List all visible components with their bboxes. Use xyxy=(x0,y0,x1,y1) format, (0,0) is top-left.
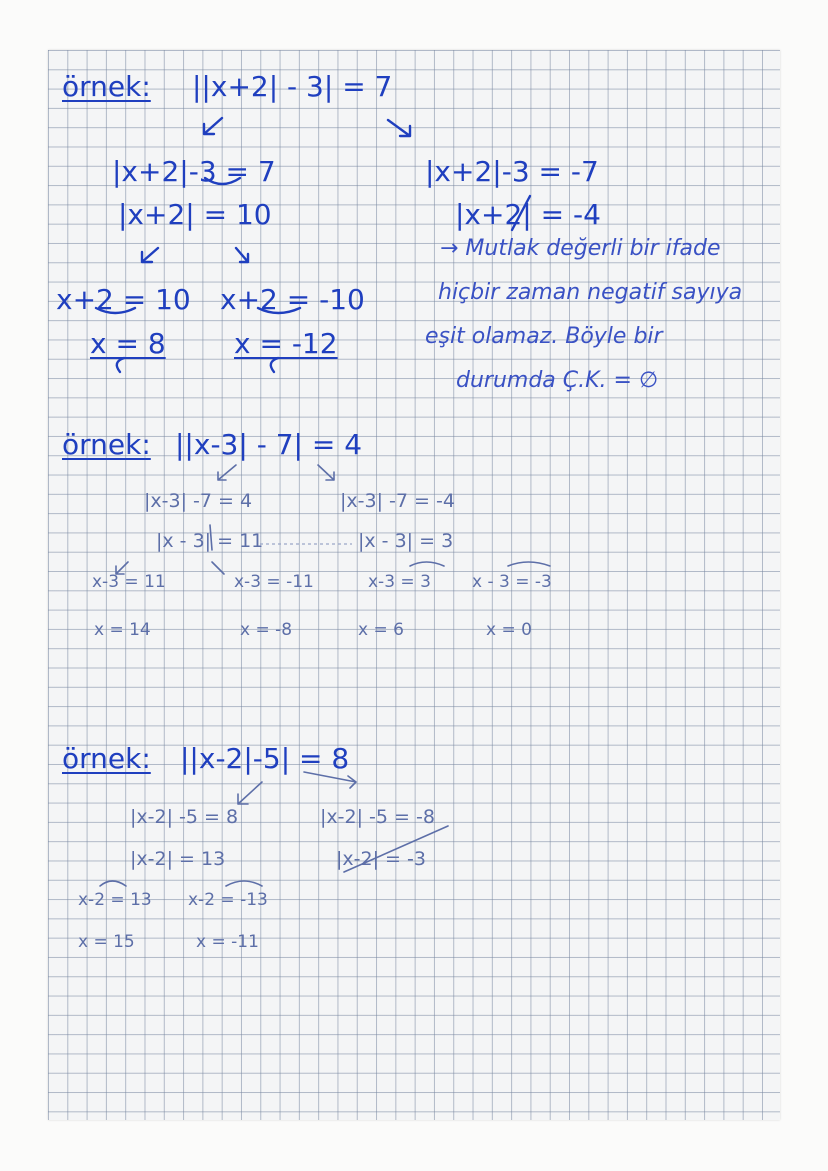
ex3-right-step1: |x-2| -5 = -8 xyxy=(320,806,435,828)
ex2-right-step1: |x-3| -7 = -4 xyxy=(340,490,455,512)
ex2-sol-a: x = 14 xyxy=(94,620,151,640)
ex1-note-line3: eşit olamaz. Böyle bir xyxy=(425,324,663,349)
ex2-sol-d: x = 0 xyxy=(486,620,532,640)
ex1-left-sol-b: x = -12 xyxy=(234,327,338,360)
ex3-right-step2: |x-2| = -3 xyxy=(336,848,426,870)
ex2-left-step2: |x - 3| = 11 xyxy=(156,530,264,552)
ex1-note-line1: → Mutlak değerli bir ifade xyxy=(440,236,721,261)
ex2-right-step2: |x - 3| = 3 xyxy=(358,530,454,552)
ex1-label: örnek: xyxy=(62,70,151,103)
ex1-equation: ||x+2| - 3| = 7 xyxy=(192,70,393,103)
ex3-equation: ||x-2|-5| = 8 xyxy=(180,742,350,775)
ex2-case-a: x-3 = 11 xyxy=(92,572,166,592)
ex2-case-d: x - 3 = -3 xyxy=(472,572,552,592)
ex3-case-b: x-2 = -13 xyxy=(188,890,268,910)
ex1-right-step2: |x+2| = -4 xyxy=(455,198,601,231)
ex3-case-a: x-2 = 13 xyxy=(78,890,152,910)
ex1-left-step1: |x+2|-3 = 7 xyxy=(112,155,276,188)
ex2-left-step1: |x-3| -7 = 4 xyxy=(144,490,253,512)
ex1-note-line2: hiçbir zaman negatif sayıya xyxy=(438,280,743,305)
ex1-left-sol-a: x = 8 xyxy=(90,327,166,360)
ex3-sol-b: x = -11 xyxy=(196,932,259,952)
ex3-label: örnek: xyxy=(62,742,151,775)
ex3-left-step2: |x-2| = 13 xyxy=(130,848,226,870)
ex3-sol-a: x = 15 xyxy=(78,932,135,952)
ex1-note-line4: durumda Ç.K. = ∅ xyxy=(456,368,659,393)
ex1-left-case-b: x+2 = -10 xyxy=(220,283,365,316)
ex2-case-c: x-3 = 3 xyxy=(368,572,431,592)
ex2-label: örnek: xyxy=(62,428,151,461)
ex3-left-step1: |x-2| -5 = 8 xyxy=(130,806,239,828)
ex2-sol-b: x = -8 xyxy=(240,620,293,640)
ex1-left-step2: |x+2| = 10 xyxy=(118,198,272,231)
ex2-equation: ||x-3| - 7| = 4 xyxy=(175,428,363,461)
ex1-left-case-a: x+2 = 10 xyxy=(56,283,191,316)
ex2-sol-c: x = 6 xyxy=(358,620,404,640)
ex1-right-step1: |x+2|-3 = -7 xyxy=(425,155,599,188)
ex2-case-b: x-3 = -11 xyxy=(234,572,314,592)
